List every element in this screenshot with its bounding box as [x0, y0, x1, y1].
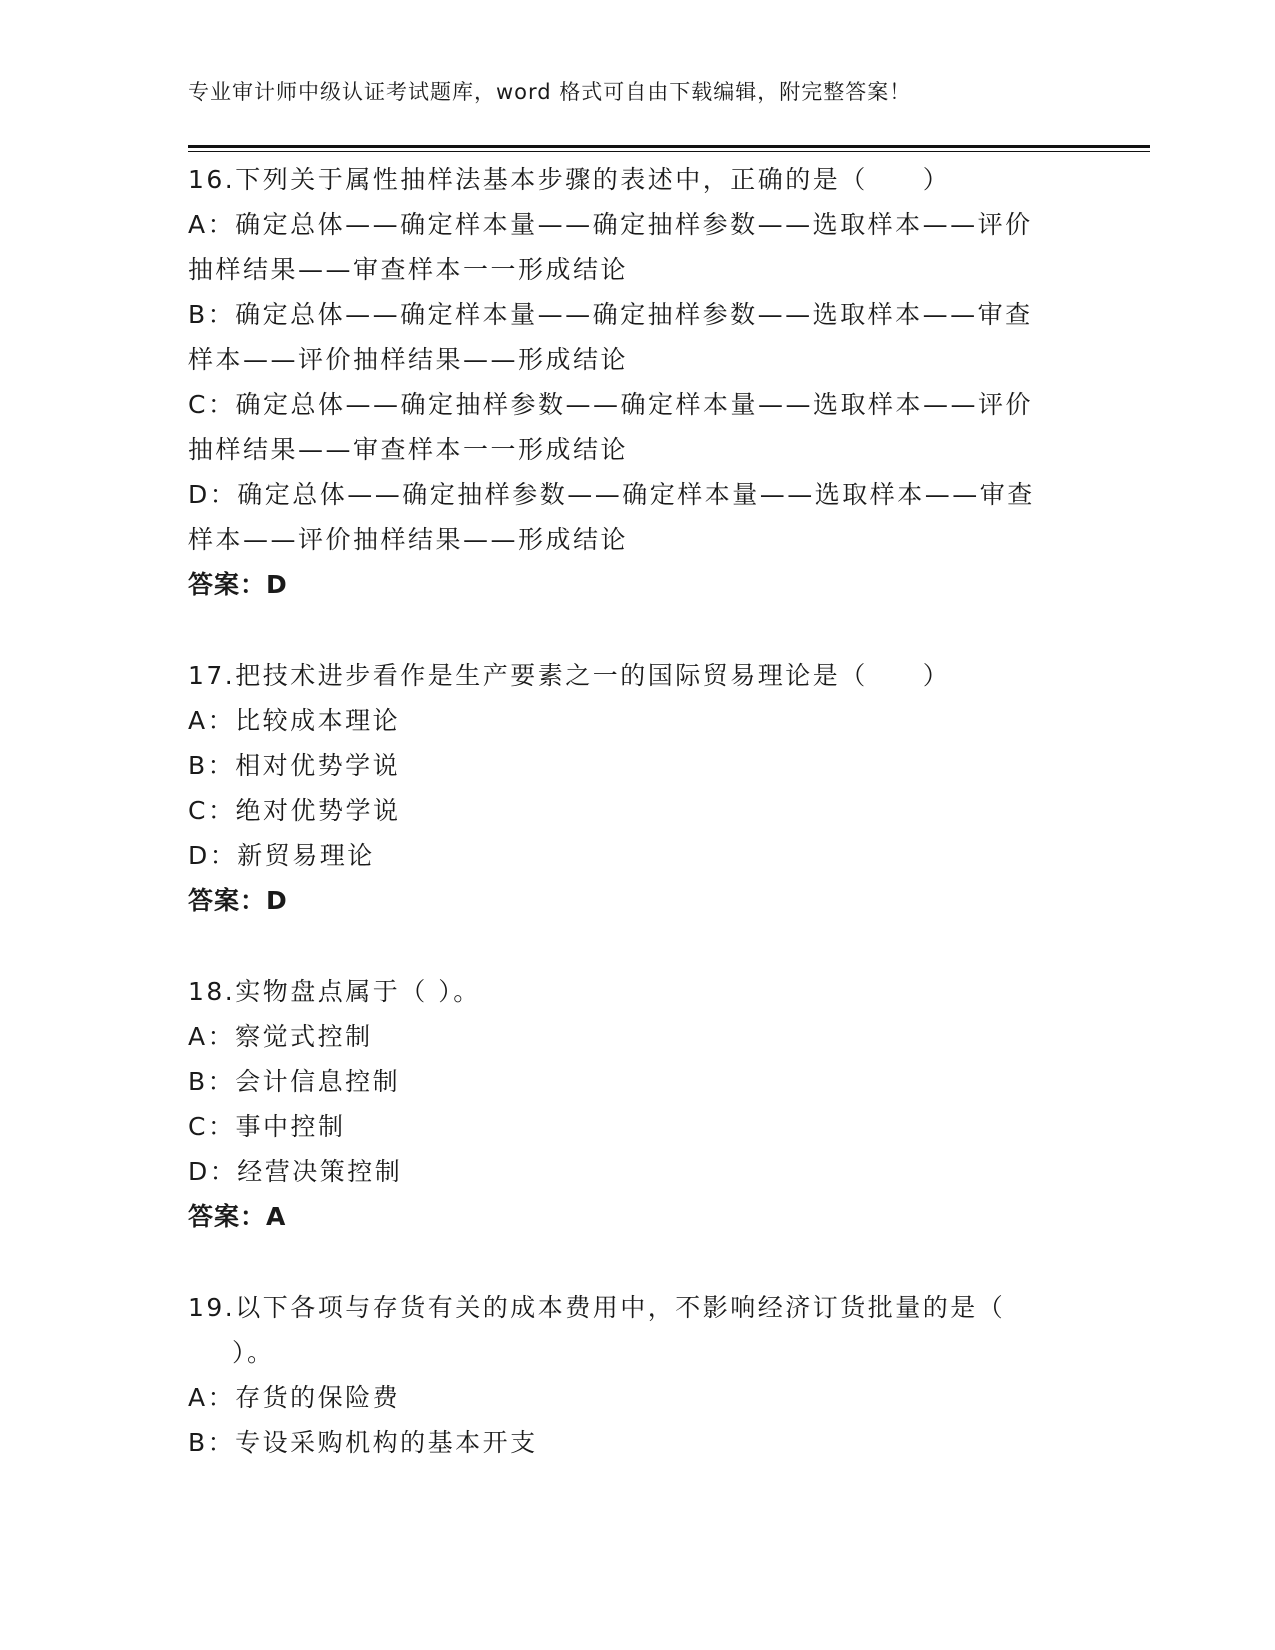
question-stem: 18.实物盘点属于（ ）。 — [188, 977, 481, 1006]
option-b — [188, 292, 1088, 382]
question-17 — [188, 653, 1088, 923]
option-a: A：察觉式控制 — [188, 1022, 373, 1051]
answer-label: 答案：D — [188, 570, 288, 599]
option-c: C：绝对优势学说 — [188, 796, 401, 825]
answer-label: 答案：A — [188, 1202, 287, 1231]
header-rule-thin — [188, 151, 1150, 152]
option-c: C：事中控制 — [188, 1112, 346, 1141]
question-list — [188, 157, 1088, 1511]
option-line: B：确定总体——确定样本量——确定抽样参数——选取样本——审查 — [188, 300, 1033, 329]
option-d: D：经营决策控制 — [188, 1157, 403, 1186]
option-a: A：存货的保险费 — [188, 1383, 401, 1412]
header-rule-thick — [188, 145, 1150, 148]
question-stem: 17.把技术进步看作是生产要素之一的国际贸易理论是（ ） — [188, 661, 951, 690]
page-header: 专业审计师中级认证考试题库，word 格式可自由下载编辑，附完整答案！ — [188, 80, 912, 104]
option-d: D：新贸易理论 — [188, 841, 375, 870]
option-b: B：会计信息控制 — [188, 1067, 401, 1096]
option-b: B：相对优势学说 — [188, 751, 401, 780]
option-line-continued: 抽样结果——审查样本一一形成结论 — [188, 435, 629, 464]
option-line-continued: 样本——评价抽样结果——形成结论 — [188, 525, 629, 554]
option-b: B：专设采购机构的基本开支 — [188, 1428, 538, 1457]
option-line: D：确定总体——确定抽样参数——确定样本量——选取样本——审查 — [188, 480, 1035, 509]
option-a — [188, 202, 1088, 292]
question-18 — [188, 969, 1088, 1239]
option-a: A：比较成本理论 — [188, 706, 401, 735]
question-19 — [188, 1285, 1088, 1465]
question-stem: 16.下列关于属性抽样法基本步骤的表述中，正确的是（ ） — [188, 165, 951, 194]
option-line-continued: 抽样结果——审查样本一一形成结论 — [188, 255, 629, 284]
question-stem-continued: ）。 — [232, 1338, 275, 1367]
option-c — [188, 382, 1088, 472]
question-16 — [188, 157, 1088, 607]
option-line: A：确定总体——确定样本量——确定抽样参数——选取样本——评价 — [188, 210, 1033, 239]
option-d — [188, 472, 1088, 562]
option-line: C：确定总体——确定抽样参数——确定样本量——选取样本——评价 — [188, 390, 1033, 419]
question-stem: 19.以下各项与存货有关的成本费用中，不影响经济订货批量的是（ — [188, 1293, 1006, 1322]
answer-label: 答案：D — [188, 886, 288, 915]
option-line-continued: 样本——评价抽样结果——形成结论 — [188, 345, 629, 374]
